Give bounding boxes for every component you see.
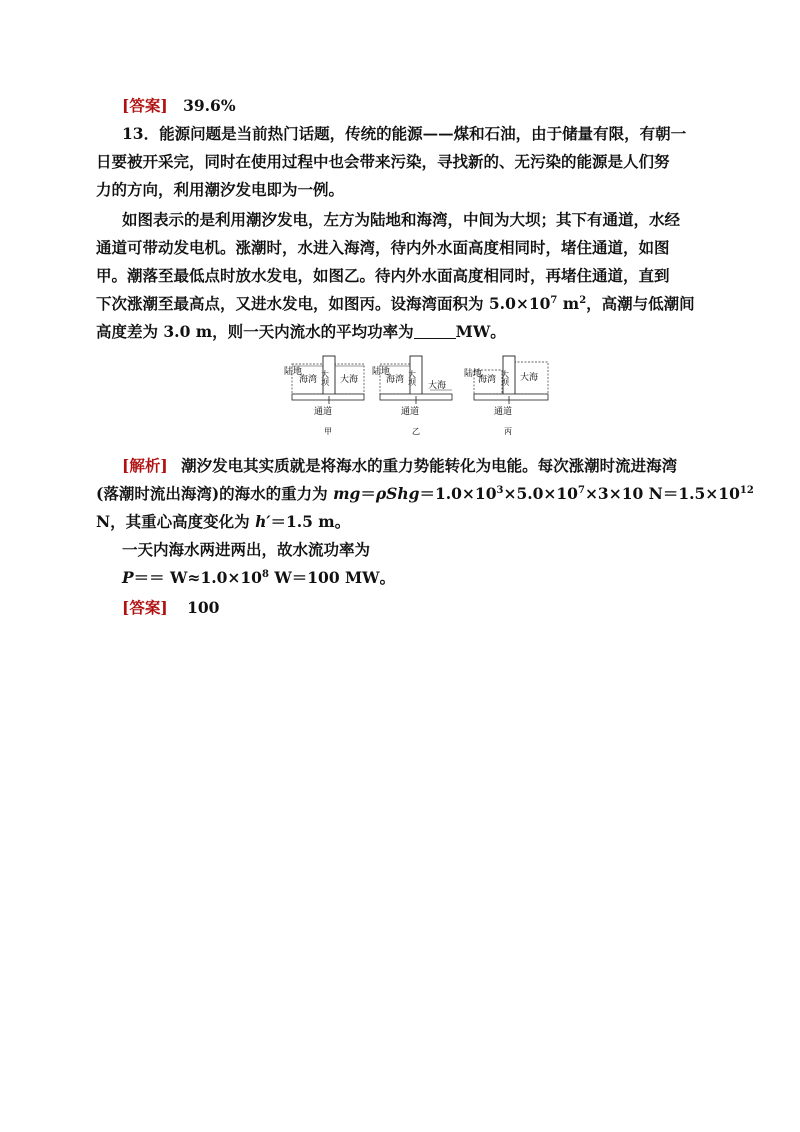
text-segment: 下次涨潮至最高点，又进水发电，如图丙。设海湾面积为 5.0×10 [96, 294, 551, 313]
channel-label: 通道 [314, 407, 333, 417]
sea-label: 大海 [428, 381, 447, 391]
text-segment: m [557, 294, 580, 313]
answer-blank [414, 324, 456, 339]
bay-label: 海湾 [478, 375, 497, 385]
bay-label: 海湾 [299, 375, 318, 385]
question-text: 能源问题是当前热门话题，传统的能源——煤和石油，由于储量有限，有朝一 [159, 124, 687, 143]
answer-line-1 [122, 96, 732, 116]
question-number: 13． [122, 124, 160, 143]
dam-label: 大坝 [407, 370, 417, 386]
dam-label: 大坝 [320, 370, 330, 386]
land-label: 陆地 [284, 367, 303, 377]
formula-var: h′ [255, 512, 271, 531]
sea-label: 大海 [340, 375, 359, 385]
question-line-7 [96, 294, 706, 314]
panel-bing [464, 356, 548, 436]
analysis-line-4: 一天内海水两进两出，故水流功率为 [122, 540, 371, 559]
question-line-3: 力的方向，利用潮汐发电即为一例。 [96, 180, 345, 199]
panel-label-yi: 乙 [412, 427, 420, 436]
analysis-line-5 [122, 568, 732, 588]
panel-yi [372, 356, 452, 436]
question-line-5: 通道可带动发电机。涨潮时，水进入海湾，待内外水面高度相同时，堵住通道，如图 [96, 238, 670, 257]
answer-value: 39.6% [183, 96, 236, 115]
question-line-8 [96, 322, 706, 342]
dam-label: 大坝 [500, 370, 510, 386]
question-line-2: 日要被开采完，同时在使用过程中也会带来污染，寻找新的、无污染的能源是人们努 [96, 152, 670, 171]
text-segment: ＝1.5 m。 [270, 512, 351, 531]
seabed [474, 394, 548, 400]
channel-label: 通道 [494, 407, 513, 417]
question-line-4: 如图表示的是利用潮汐发电，左方为陆地和海湾，中间为大坝；其下有通道，水经 [122, 210, 681, 229]
text-segment: (落潮时流出海湾)的海水的重力为 [96, 484, 334, 503]
bay-label: 海湾 [386, 375, 405, 385]
panel-label-jia: 甲 [324, 427, 332, 436]
land-label: 陆地 [464, 369, 483, 379]
analysis-line-3 [96, 512, 706, 532]
panel-label-bing: 丙 [504, 427, 512, 436]
text-segment: ×5.0×10 [503, 484, 578, 503]
analysis-line-1 [122, 456, 732, 476]
question-line-6: 甲。潮落至最低点时放水发电，如图乙。待内外水面高度相同时，再堵住通道，直到 [96, 266, 670, 285]
formula-var: ρShg [375, 484, 420, 503]
formula-var: mg [333, 484, 361, 503]
exponent: 8 [261, 569, 269, 580]
tidal-diagram [282, 352, 554, 442]
formula-var: P [122, 568, 134, 587]
text-segment: ×3×10 N＝1.5×10 [584, 484, 740, 503]
text-segment: 潮汐发电其实质就是将海水的重力势能转化为电能。每次涨潮时流进海湾 [181, 456, 678, 475]
text-segment: MW。 [455, 322, 506, 341]
text-segment: N，其重心高度变化为 [96, 512, 256, 531]
exponent: 3 [496, 485, 504, 496]
analysis-tag: [解析] [122, 456, 168, 475]
seabed [292, 394, 364, 400]
text-segment: ，高潮与低潮间 [586, 294, 695, 313]
text-segment: ＝＝ W≈1.0×10 [133, 568, 262, 587]
answer-value: 100 [187, 598, 220, 617]
panel-jia [284, 356, 364, 436]
text-segment: ＝ [360, 484, 376, 503]
answer-tag: [答案] [122, 598, 168, 617]
exponent: 7 [550, 295, 558, 306]
sea-label: 大海 [520, 373, 539, 383]
channel-label: 通道 [401, 407, 420, 417]
exponent: 12 [739, 485, 754, 496]
answer-tag: [答案] [122, 96, 168, 115]
text-segment: W＝100 MW。 [268, 568, 396, 587]
exponent: 7 [577, 485, 585, 496]
text-segment: 高度差为 3.0 m，则一天内流水的平均功率为 [96, 322, 414, 341]
answer-line-2 [122, 598, 732, 618]
analysis-line-2 [96, 484, 754, 504]
text-segment: ＝1.0×10 [419, 484, 497, 503]
question-line-1 [122, 124, 732, 144]
exponent: 2 [579, 295, 587, 306]
land-label: 陆地 [372, 367, 391, 377]
